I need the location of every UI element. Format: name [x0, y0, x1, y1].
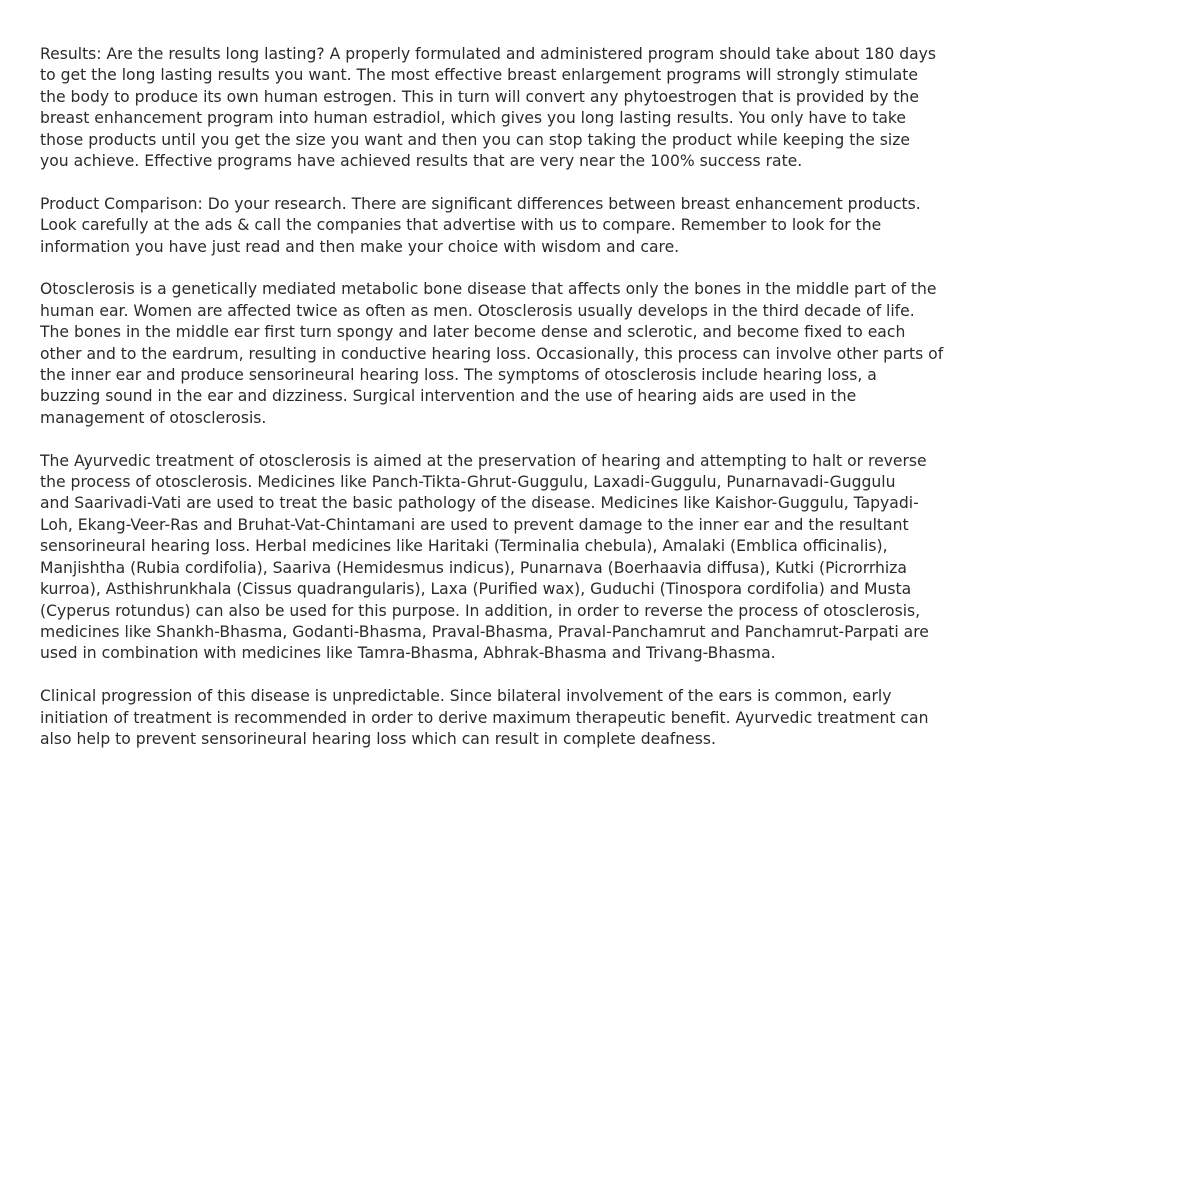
text-line: management of otosclerosis. [40, 408, 267, 427]
text-line: the process of otosclerosis. Medicines like Panch-Tikta-Ghrut-Guggulu, Laxadi-Guggulu, Punarnavadi-Guggulu [40, 473, 896, 492]
paragraph-otosclerosis [40, 279, 1162, 429]
text-line: medicines like Shankh-Bhasma, Godanti-Bhasma, Praval-Bhasma, Praval-Panchamrut and Panchamrut-Parpati are [40, 622, 929, 641]
text-line: buzzing sound in the ear and dizziness. Surgical intervention and the use of hearing aids are used in the [40, 387, 857, 406]
text-line: you achieve. Effective programs have achieved results that are very near the 100% success rate. [40, 152, 803, 171]
text-line: the inner ear and produce sensorineural hearing loss. The symptoms of otosclerosis include hearing loss, a [40, 366, 877, 385]
text-line: to get the long lasting results you want. The most effective breast enlargement programs will strongly stimulate [40, 66, 918, 85]
text-line: kurroa), Asthishrunkhala (Cissus quadrangularis), Laxa (Purified wax), Guduchi (Tinospora cordifolia) and Musta [40, 580, 912, 599]
text-line: used in combination with medicines like Tamra-Bhasma, Abhrak-Bhasma and Trivang-Bhasma. [40, 644, 776, 663]
paragraph-product-comparison [40, 194, 1162, 258]
text-line: breast enhancement program into human estradiol, which gives you long lasting results. You only have to take [40, 109, 906, 128]
text-line: human ear. Women are affected twice as often as men. Otosclerosis usually develops in the third decade of life. [40, 301, 915, 320]
text-line: Manjishtha (Rubia cordifolia), Saariva (Hemidesmus indicus), Punarnava (Boerhaavia diffusa), Kutki (Picrorrhiza [40, 558, 907, 577]
text-line: initiation of treatment is recommended in order to derive maximum therapeutic benefit. Ayurvedic treatment can [40, 708, 929, 727]
text-line: Results: Are the results long lasting? A properly formulated and administered program should take about 180 days [40, 45, 937, 63]
document-body [40, 44, 1162, 772]
text-line: Loh, Ekang-Veer-Ras and Bruhat-Vat-Chintamani are used to prevent damage to the inner ear and the resultant [40, 515, 909, 534]
paragraph-ayurvedic-treatment [40, 451, 1162, 665]
text-line: The Ayurvedic treatment of otosclerosis is aimed at the preservation of hearing and attempting to halt or reverse [40, 451, 927, 470]
text-line: also help to prevent sensorineural hearing loss which can result in complete deafness. [40, 729, 716, 748]
text-line: The bones in the middle ear first turn spongy and later become dense and sclerotic, and become fixed to each [40, 323, 906, 342]
text-line: the body to produce its own human estrogen. This in turn will convert any phytoestrogen that is provided by the [40, 87, 920, 106]
text-line: and Saarivadi-Vati are used to treat the basic pathology of the disease. Medicines like Kaishor-Guggulu, Tapyadi- [40, 494, 919, 513]
text-line: sensorineural hearing loss. Herbal medicines like Haritaki (Terminalia chebula), Amalaki (Emblica officinalis), [40, 537, 888, 556]
paragraph-results [40, 44, 1162, 172]
text-line: Look carefully at the ads & call the companies that advertise with us to compare. Remember to look for the [40, 216, 882, 235]
text-line: those products until you get the size you want and then you can stop taking the product while keeping the size [40, 130, 911, 149]
text-line: Otosclerosis is a genetically mediated metabolic bone disease that affects only the bones in the middle part of the [40, 280, 937, 299]
text-line: Product Comparison: Do your research. There are significant differences between breast enhancement products. [40, 194, 921, 213]
text-line: Clinical progression of this disease is unpredictable. Since bilateral involvement of the ears is common, early [40, 687, 892, 706]
text-line: information you have just read and then make your choice with wisdom and care. [40, 237, 680, 256]
text-line: (Cyperus rotundus) can also be used for this purpose. In addition, in order to reverse the process of otosclerosis, [40, 601, 921, 620]
paragraph-clinical-progression [40, 686, 1162, 750]
text-line: other and to the eardrum, resulting in conductive hearing loss. Occasionally, this process can involve other parts of [40, 344, 944, 363]
